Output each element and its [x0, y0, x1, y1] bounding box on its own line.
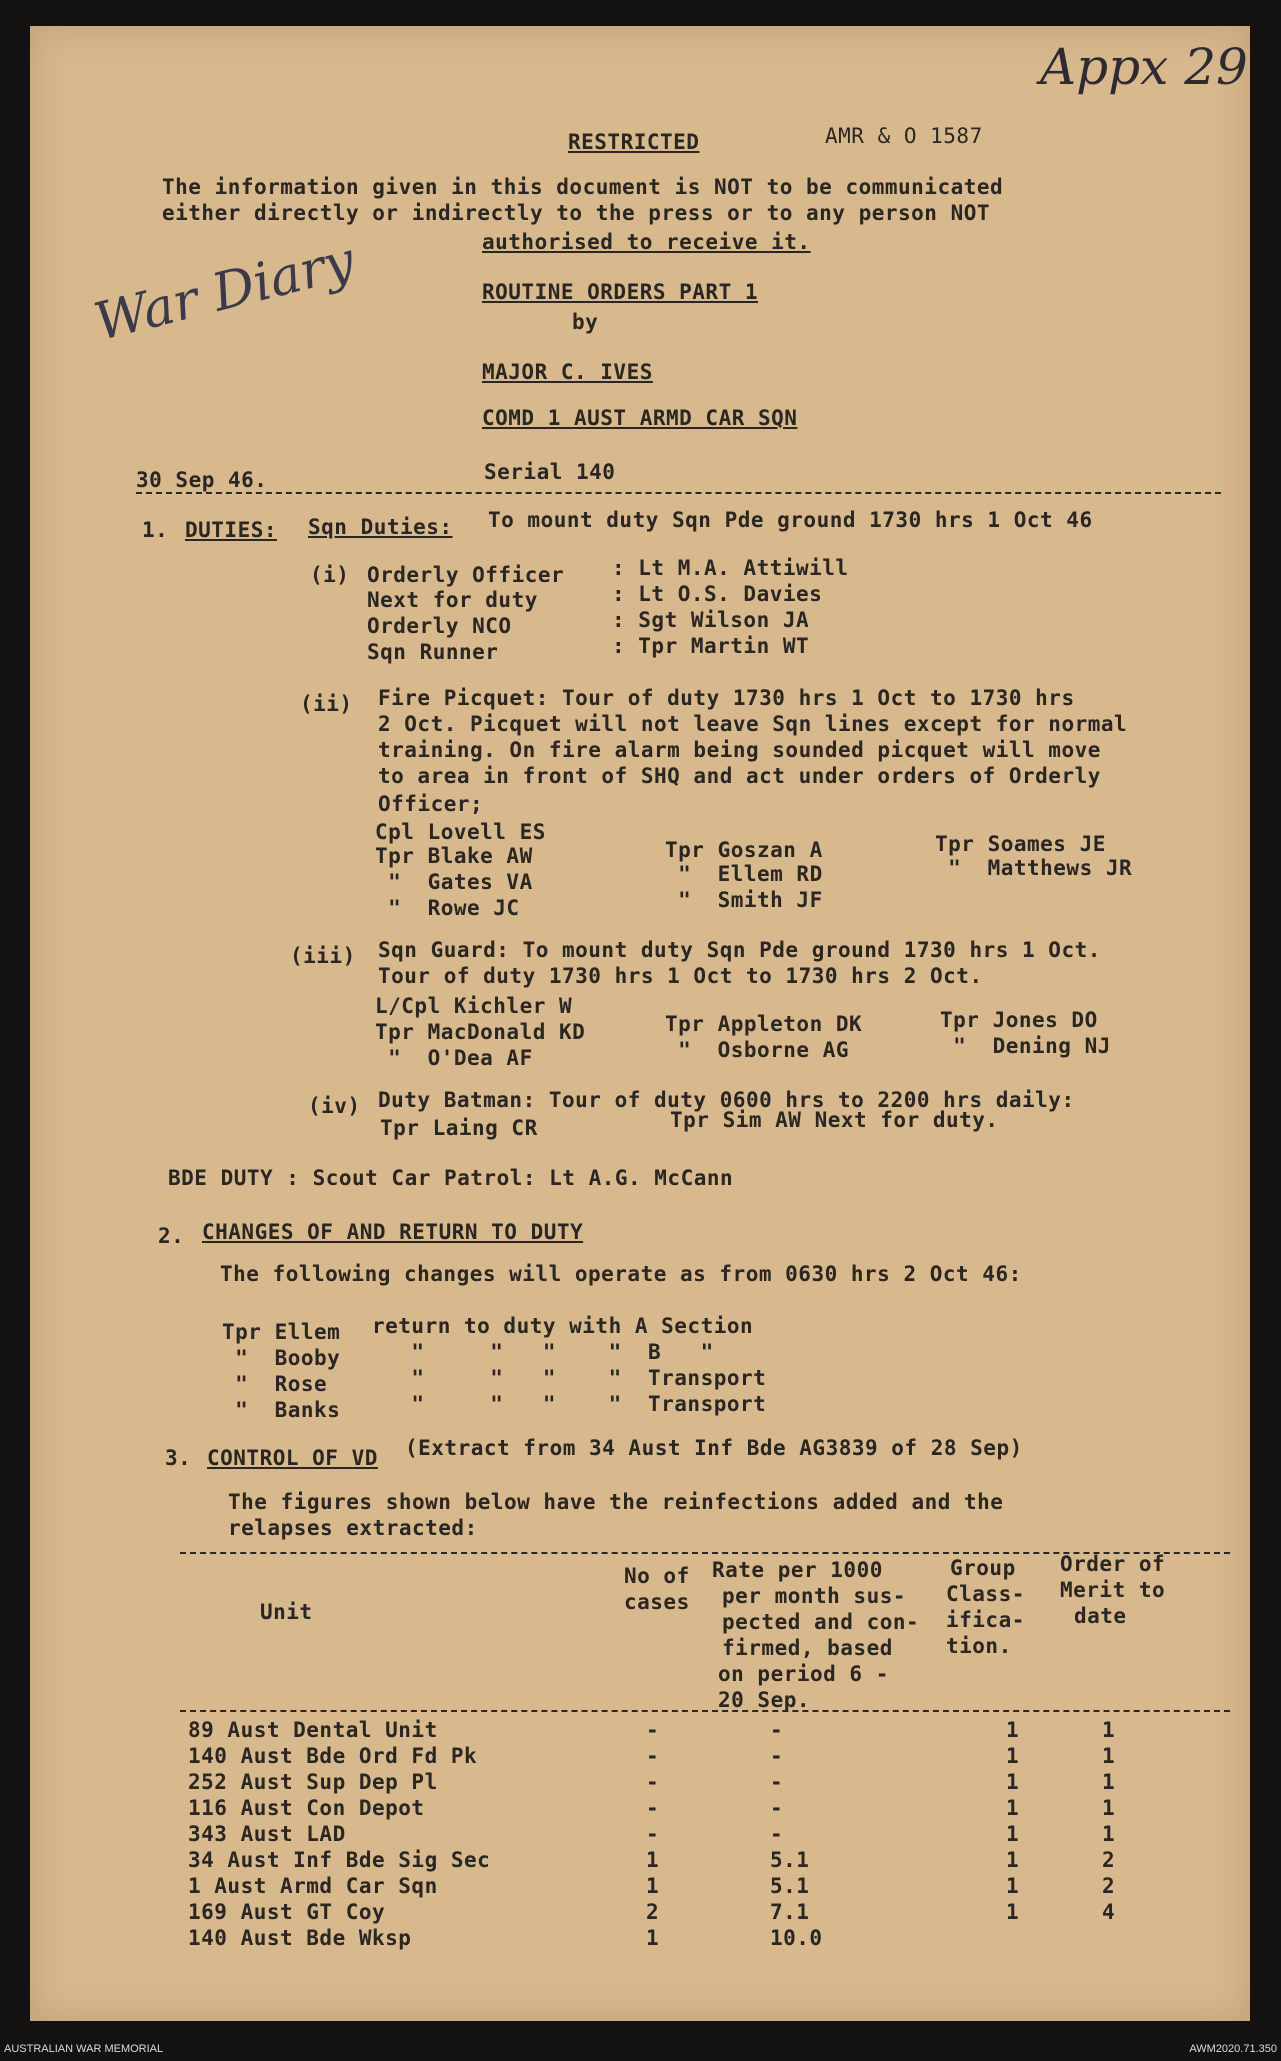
- change-who-4: " Banks: [222, 1398, 341, 1422]
- orderly-nco-role: Orderly NCO: [367, 614, 512, 638]
- col-group-header-3: ifica-: [946, 1608, 1025, 1632]
- sqn-guard-line-2: Tour of duty 1730 hrs 1 Oct to 1730 hrs 2 Oct.: [378, 964, 983, 988]
- sqn-duties-subheading: Sqn Duties:: [308, 515, 453, 539]
- guard-col2-1: Tpr Appleton DK: [665, 1012, 863, 1036]
- header-rule: [136, 492, 1221, 494]
- col-merit-header-1: Order of: [1060, 1552, 1166, 1576]
- col-merit-header-2: Merit to: [1060, 1578, 1166, 1602]
- change-who-1: Tpr Ellem: [222, 1320, 341, 1344]
- restricted-label: RESTRICTED: [568, 130, 700, 154]
- col-group-header-4: tion.: [946, 1634, 1012, 1658]
- cell-unit: 116 Aust Con Depot: [188, 1796, 425, 1820]
- order-date: 30 Sep 46.: [136, 468, 268, 492]
- cell-cases: -: [646, 1822, 660, 1846]
- duty-iv-number: (iv): [308, 1094, 361, 1118]
- duties-number: 1.: [142, 518, 169, 542]
- picquet-col3-1: Tpr Soames JE: [935, 832, 1106, 856]
- col-unit-header: Unit: [260, 1600, 313, 1624]
- change-what-3: " " " " Transport: [372, 1366, 767, 1390]
- cell-merit: 1: [1102, 1796, 1116, 1820]
- vd-intro-2: relapses extracted:: [228, 1516, 478, 1540]
- serial-number: Serial 140: [484, 460, 616, 484]
- change-who-2: " Booby: [222, 1346, 341, 1370]
- col-rate-header-1: Rate per 1000: [712, 1558, 883, 1582]
- cell-rate: 10.0: [770, 1926, 823, 1950]
- changes-heading: CHANGES OF AND RETURN TO DUTY: [202, 1220, 584, 1244]
- cell-merit: 2: [1102, 1874, 1116, 1898]
- change-what-2: " " " " B ": [372, 1340, 714, 1364]
- col-rate-header-3: pected and con-: [722, 1610, 920, 1634]
- col-merit-header-3: date: [1074, 1604, 1127, 1628]
- cell-group: 1: [1006, 1718, 1020, 1742]
- vd-number: 3.: [165, 1446, 192, 1470]
- fire-picquet-line-1: Fire Picquet: Tour of duty 1730 hrs 1 Oct to 1730 hrs: [378, 686, 1075, 710]
- cell-rate: -: [770, 1718, 784, 1742]
- picquet-col2-3: " Smith JF: [665, 888, 823, 912]
- cell-unit: 252 Aust Sup Dep Pl: [188, 1770, 438, 1794]
- picquet-col2-1: Tpr Goszan A: [665, 838, 823, 862]
- change-who-3: " Rose: [222, 1372, 328, 1396]
- col-rate-header-5: on period 6 -: [718, 1662, 889, 1686]
- duty-batman-next: Tpr Sim AW Next for duty.: [670, 1108, 999, 1132]
- cell-unit: 34 Aust Inf Bde Sig Sec: [188, 1848, 491, 1872]
- cell-unit: 1 Aust Armd Car Sqn: [188, 1874, 438, 1898]
- picquet-cpl: Cpl Lovell ES: [375, 820, 546, 844]
- guard-col1-2: " O'Dea AF: [375, 1046, 533, 1070]
- cell-rate: 7.1: [770, 1900, 810, 1924]
- cell-unit: 343 Aust LAD: [188, 1822, 346, 1846]
- cell-cases: 1: [646, 1874, 660, 1898]
- reference-number: AMR & O 1587: [825, 124, 983, 148]
- picquet-col1-3: " Rowe JC: [375, 896, 520, 920]
- cell-unit: 169 Aust GT Coy: [188, 1900, 386, 1924]
- cell-group: 1: [1006, 1900, 1020, 1924]
- changes-intro: The following changes will operate as from 0630 hrs 2 Oct 46:: [220, 1262, 1022, 1286]
- cell-rate: -: [770, 1770, 784, 1794]
- cell-cases: -: [646, 1796, 660, 1820]
- cell-cases: 1: [646, 1926, 660, 1950]
- guard-col3-1: Tpr Jones DO: [940, 1008, 1098, 1032]
- cell-rate: 5.1: [770, 1848, 810, 1872]
- col-cases-header-1: No of: [624, 1564, 690, 1588]
- bde-duty-line: BDE DUTY : Scout Car Patrol: Lt A.G. McCann: [168, 1166, 734, 1190]
- col-cases-header-2: cases: [624, 1590, 690, 1614]
- cell-group: 1: [1006, 1822, 1020, 1846]
- major-name: MAJOR C. IVES: [482, 360, 653, 384]
- vd-heading-rest: (Extract from 34 Aust Inf Bde AG3839 of 28 Sep): [405, 1436, 1023, 1460]
- table-header-rule: [180, 1710, 1230, 1712]
- orderly-officer-name: : Lt M.A. Attiwill: [612, 556, 849, 580]
- vd-heading: CONTROL OF VD: [207, 1446, 378, 1470]
- col-rate-header-4: firmed, based: [722, 1636, 893, 1660]
- sqn-guard-line-1: Sqn Guard: To mount duty Sqn Pde ground 1730 hrs 1 Oct.: [378, 938, 1101, 962]
- footer-left: AUSTRALIAN WAR MEMORIAL: [4, 2043, 164, 2055]
- notice-line-1: The information given in this document is NOT to be communicated: [162, 175, 1004, 199]
- col-rate-header-6: 20 Sep.: [718, 1688, 811, 1712]
- cell-group: 1: [1006, 1770, 1020, 1794]
- guard-lcpl: L/Cpl Kichler W: [375, 994, 573, 1018]
- cell-rate: -: [770, 1822, 784, 1846]
- cell-unit: 140 Aust Bde Ord Fd Pk: [188, 1744, 478, 1768]
- fire-picquet-line-2: 2 Oct. Picquet will not leave Sqn lines except for normal: [378, 712, 1128, 736]
- appendix-annotation: Appx 29: [1040, 38, 1248, 96]
- notice-line-3: authorised to receive it.: [482, 230, 811, 254]
- cell-group: 1: [1006, 1796, 1020, 1820]
- duty-i-number: (i): [310, 563, 350, 587]
- vd-intro-1: The figures shown below have the reinfections added and the: [228, 1490, 1004, 1514]
- by-label: by: [572, 310, 599, 334]
- cell-cases: -: [646, 1718, 660, 1742]
- cell-group: 1: [1006, 1848, 1020, 1872]
- cell-cases: 1: [646, 1848, 660, 1872]
- changes-number: 2.: [158, 1224, 185, 1248]
- notice-line-2: either directly or indirectly to the press or to any person NOT: [162, 201, 991, 225]
- guard-col1-1: Tpr MacDonald KD: [375, 1020, 586, 1044]
- cell-merit: 4: [1102, 1900, 1116, 1924]
- fire-picquet-line-4: to area in front of SHQ and act under orders of Orderly: [378, 764, 1101, 788]
- cell-merit: 1: [1102, 1744, 1116, 1768]
- guard-col2-2: " Osborne AG: [665, 1038, 850, 1062]
- cell-merit: 2: [1102, 1848, 1116, 1872]
- routine-orders-title: ROUTINE ORDERS PART 1: [482, 280, 759, 304]
- war-diary-annotation: War Diary: [88, 230, 361, 354]
- cell-merit: 1: [1102, 1822, 1116, 1846]
- duties-intro: To mount duty Sqn Pde ground 1730 hrs 1 Oct 46: [488, 508, 1093, 532]
- duty-batman-name: Tpr Laing CR: [380, 1116, 538, 1140]
- orderly-nco-name: : Sgt Wilson JA: [612, 608, 810, 632]
- command-title: COMD 1 AUST ARMD CAR SQN: [482, 406, 798, 430]
- duty-batman-line: Duty Batman: Tour of duty 0600 hrs to 2200 hrs daily:: [378, 1088, 1075, 1112]
- sqn-runner-role: Sqn Runner: [367, 640, 499, 664]
- duties-heading: DUTIES:: [185, 518, 278, 542]
- picquet-col1-2: " Gates VA: [375, 870, 533, 894]
- cell-cases: -: [646, 1744, 660, 1768]
- duty-iii-number: (iii): [290, 944, 356, 968]
- cell-cases: 2: [646, 1900, 660, 1924]
- picquet-col2-2: " Ellem RD: [665, 862, 823, 886]
- col-group-header-2: Class-: [946, 1582, 1025, 1606]
- fire-picquet-line-3: training. On fire alarm being sounded picquet will move: [378, 738, 1101, 762]
- cell-group: 1: [1006, 1874, 1020, 1898]
- footer-right: AWM2020.71.350: [1189, 2043, 1277, 2055]
- fire-picquet-line-5: Officer;: [378, 792, 484, 816]
- cell-merit: 1: [1102, 1718, 1116, 1742]
- picquet-col1-1: Tpr Blake AW: [375, 844, 533, 868]
- cell-merit: 1: [1102, 1770, 1116, 1794]
- next-for-duty-name: : Lt O.S. Davies: [612, 582, 823, 606]
- duty-ii-number: (ii): [300, 692, 353, 716]
- next-for-duty-role: Next for duty: [367, 588, 538, 612]
- col-group-header-1: Group: [950, 1556, 1016, 1580]
- orderly-officer-role: Orderly Officer: [367, 563, 565, 587]
- cell-unit: 140 Aust Bde Wksp: [188, 1926, 412, 1950]
- cell-group: 1: [1006, 1744, 1020, 1768]
- sqn-runner-name: : Tpr Martin WT: [612, 634, 810, 658]
- cell-cases: -: [646, 1770, 660, 1794]
- col-rate-header-2: per month sus-: [722, 1584, 907, 1608]
- cell-rate: -: [770, 1796, 784, 1820]
- cell-rate: 5.1: [770, 1874, 810, 1898]
- picquet-col3-2: " Matthews JR: [935, 856, 1133, 880]
- cell-rate: -: [770, 1744, 784, 1768]
- guard-col3-2: " Dening NJ: [940, 1034, 1111, 1058]
- change-what-1: return to duty with A Section: [372, 1314, 754, 1338]
- cell-unit: 89 Aust Dental Unit: [188, 1718, 438, 1742]
- change-what-4: " " " " Transport: [372, 1392, 767, 1416]
